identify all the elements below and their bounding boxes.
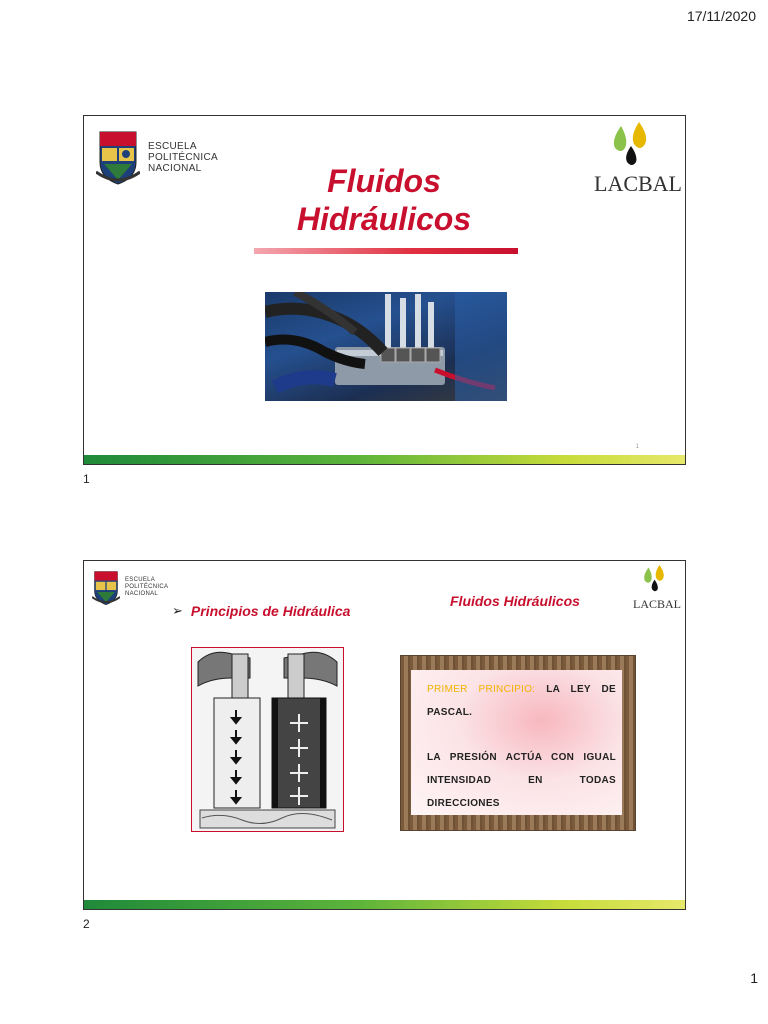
institution-line-2: POLITÉCNICA: [125, 584, 169, 590]
drops-icon: [640, 565, 674, 593]
slide-title: Fluidos Hidráulicos: [450, 593, 580, 609]
arrow-bullet-icon: ➢: [172, 603, 183, 618]
page-date: 17/11/2020: [686, 8, 756, 24]
institution-line-1: ESCUELA: [148, 140, 197, 152]
pascal-illustration: [191, 647, 344, 832]
epn-shield-icon: [96, 128, 140, 186]
hydraulic-valves-photo: [265, 292, 507, 401]
slide-title-line-1: Fluidos: [327, 163, 441, 199]
bullet-item: [172, 603, 350, 619]
brand-name: LACBAL: [633, 597, 681, 611]
board-line-1: LA LEY DE PASCAL.: [427, 684, 616, 718]
brand-logo: [632, 565, 682, 610]
slide-title: [254, 162, 514, 238]
title-underline: [254, 248, 518, 254]
slide-footer-bar: [84, 455, 685, 464]
slide-1: [83, 115, 686, 465]
institution-line-3: NACIONAL: [148, 162, 202, 174]
hammer-piston-diagram: [192, 648, 343, 831]
epn-shield-icon: [92, 569, 120, 606]
institution-line-3: NACIONAL: [125, 591, 159, 597]
brand-logo: [594, 122, 682, 196]
slide-number-2: 2: [83, 917, 90, 931]
slide-2: [83, 560, 686, 910]
photo-image: [265, 292, 507, 401]
slide-inner-number: 1: [635, 444, 639, 450]
bullet-text: Principios de Hidráulica: [190, 603, 351, 619]
board-line-2: LA PRESIÓN ACTÚA CON IGUAL INTENSIDAD EN TODAS DIRECCIONES: [427, 752, 616, 809]
board: [411, 670, 622, 815]
institution-logo: [92, 569, 168, 606]
slide-title-line-2: Hidráulicos: [296, 201, 472, 237]
slide-number-1: 1: [83, 472, 90, 486]
page-number: 1: [750, 970, 758, 986]
institution-line-2: POLITÉCNICA: [148, 151, 218, 163]
board-text: [411, 670, 622, 815]
institution-logo: [96, 128, 218, 186]
board-highlight: PRIMER PRINCIPIO:: [427, 684, 536, 695]
institution-line-1: ESCUELA: [125, 577, 156, 583]
drops-icon: [607, 122, 663, 168]
brand-name: LACBAL: [594, 171, 682, 196]
slide-footer-bar: [84, 900, 685, 909]
board-frame: [400, 655, 636, 831]
